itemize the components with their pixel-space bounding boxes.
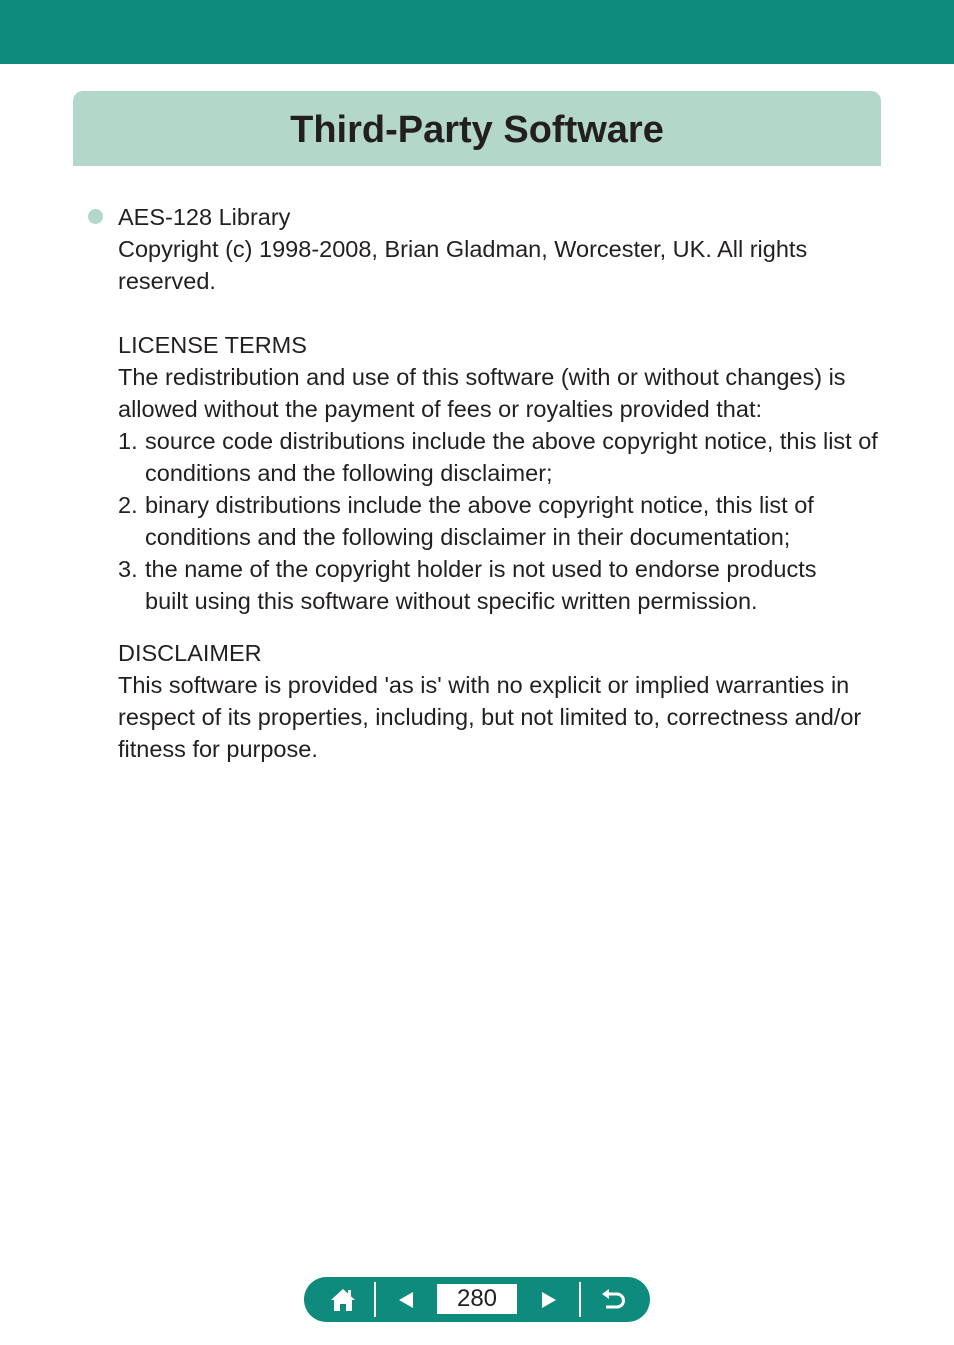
list-text: source code distributions include the above copyright notice, this list of conditions and the following disclaimer; [145, 428, 878, 486]
return-button[interactable] [592, 1277, 634, 1322]
list-number: 3. [118, 556, 138, 582]
license-content [118, 201, 893, 765]
license-heading: LICENSE TERMS [118, 332, 307, 358]
top-bar [0, 0, 954, 64]
prev-page-button[interactable] [386, 1277, 426, 1322]
home-button[interactable] [322, 1277, 364, 1322]
list-item [118, 553, 865, 617]
list-item [118, 489, 865, 553]
disclaimer-text: This software is provided 'as is' with no explicit or implied warranties in respect of its properties, including, but not limited to, correctness and/or fitness for purpose. [118, 672, 862, 762]
return-icon [600, 1288, 626, 1312]
title-banner [73, 91, 881, 166]
list-text: the name of the copyright holder is not used to endorse products built using this software without specific written permission. [145, 556, 817, 614]
list-item [118, 425, 893, 489]
list-number: 2. [118, 492, 138, 518]
page-navigation [304, 1277, 650, 1322]
nav-divider [374, 1282, 376, 1317]
license-intro: The redistribution and use of this software (with or without changes) is allowed without the payment of fees or royalties provided that: [118, 364, 846, 422]
nav-divider [579, 1282, 581, 1317]
next-page-button[interactable] [529, 1277, 569, 1322]
page-number: 280 [437, 1284, 517, 1314]
list-text: binary distributions include the above copyright notice, this list of conditions and the following disclaimer in their documentation; [145, 492, 814, 550]
home-icon [329, 1287, 357, 1313]
bullet-icon [88, 209, 103, 224]
prev-arrow-icon [396, 1290, 416, 1310]
disclaimer-heading: DISCLAIMER [118, 640, 262, 666]
next-arrow-icon [539, 1290, 559, 1310]
copyright-text: Copyright (c) 1998-2008, Brian Gladman, Worcester, UK. All rights reserved. [118, 236, 808, 294]
library-name: AES-128 Library [118, 204, 291, 230]
list-number: 1. [118, 428, 138, 454]
page-title: Third-Party Software [290, 109, 664, 151]
